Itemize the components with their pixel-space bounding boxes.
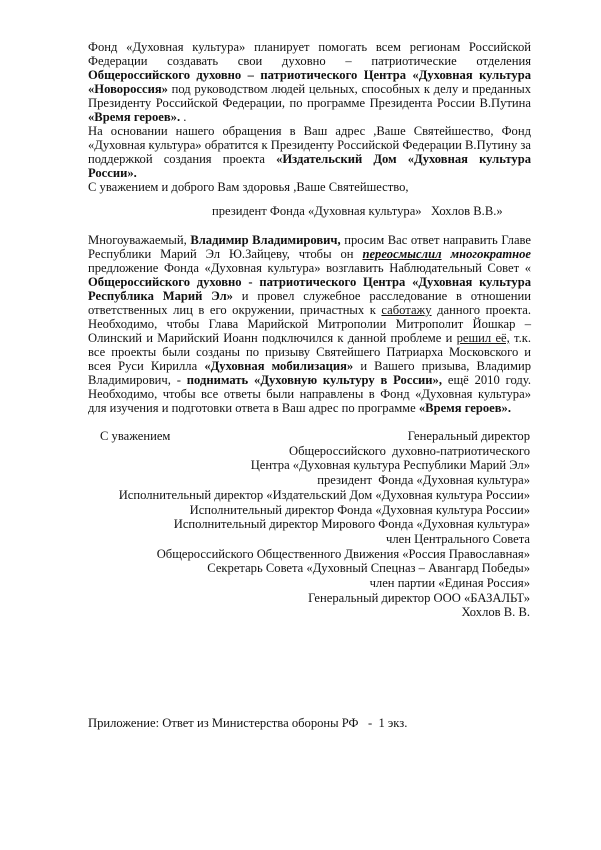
signature-line: Исполнительный директор Мирового Фонда «Духовная культура»: [173, 517, 530, 532]
signature-line: член партии «Единая Россия»: [369, 576, 530, 591]
signoff: президент Фонда «Духовная культура» Хохлов В.В.»: [212, 204, 503, 218]
signature-line: член Центрального Совета: [386, 531, 530, 546]
text: под руководством людей цельных, способных к делу и преданных Президенту Российской Федерации, по программе Президента России В.Путина: [88, 82, 531, 110]
text: и Вашего призыва, Владимир Владимирович, -: [88, 359, 531, 387]
bold-text: Общероссийского духовно - патриотического Центра «Духовная культура Республика Марий Эл»: [88, 275, 531, 303]
bold-italic-underlined-text: переосмыслил: [362, 247, 442, 261]
greeting: С уважением и доброго Вам здоровья ,Ваше Святейшество,: [88, 180, 409, 194]
bold-text: «Время героев».: [418, 401, 511, 415]
bold-italic-text: многократное: [450, 247, 532, 261]
text: т.к. все проекты были созданы по призыву Святейшего Патриарха Московского и всея Руси Кирилла: [88, 331, 531, 373]
underlined-text: решил её,: [456, 331, 510, 345]
signature-line: Общероссийского Общественного Движения «Россия Православная»: [156, 546, 530, 561]
signature-line: Секретарь Совета «Духовный Спецназ – Авангард Победы»: [207, 561, 530, 576]
signature-closing: С уважением: [100, 429, 171, 443]
text: данного проекта. Необходимо, чтобы Глава Марийской Митрополии Митрополит Йошкар – Олинский и Марийский Иоанн подключился к данной проблеме и: [88, 303, 531, 345]
signature-line: Исполнительный директор «Издательский Дом «Духовная культура России»: [118, 487, 530, 502]
paragraph-request: [88, 124, 531, 180]
text: ещё 2010 году. Необходимо, чтобы все ответы были направлены в Фонд «Духовная культура» для изучения и подготовки ответа в Ваш адрес по программе: [88, 373, 531, 415]
bold-text: «Издательский Дом «Духовная культура России».: [88, 152, 531, 180]
bold-text: «Время героев».: [88, 110, 181, 124]
bold-text: поднимать «Духовную культуру в России»,: [186, 373, 442, 387]
paragraph-intro: [88, 40, 531, 124]
bold-text: «Духовная мобилизация»: [204, 359, 354, 373]
text: Многоуважаемый,: [88, 233, 191, 247]
signature-line: Центра «Духовная культура Республики Марий Эл»: [250, 458, 530, 473]
signature-name: Хохлов В. В.: [461, 605, 530, 620]
signature-line: Генеральный директор: [407, 429, 530, 443]
letter-body: [88, 0, 531, 730]
signature-block: [100, 429, 530, 620]
text: Фонд «Духовная культура» планирует помогать всем регионам Российской Федерации создавать свои духовно – патриотические отделения: [88, 40, 531, 68]
attachment-note: Приложение: Ответ из Министерства обороны РФ - 1 экз.: [88, 716, 408, 731]
text: просим Вас ответ направить Главе Республики Марий Эл Ю.Зайцеву, чтобы он: [88, 233, 531, 261]
text: .: [180, 110, 187, 124]
paragraph-main: [88, 233, 531, 415]
text: предложение Фонда «Духовная культура» возглавить Наблюдательный Совет «: [88, 261, 531, 275]
text: На основании нашего обращения в Ваш адрес ,Ваше Святейшество, Фонд «Духовная культура» обратится к Президенту Российской Федерации В.Путину за поддержкой создания проекта: [88, 124, 531, 166]
signature-line: Генеральный директор ООО «БАЗАЛЬТ»: [308, 590, 530, 605]
bold-text: Общероссийского духовно – патриотического Центра «Духовная культура «Новороссия»: [88, 68, 531, 96]
text: и провел служебное расследование в отношении ответственных лиц в его окружении, причастных к: [88, 289, 531, 317]
signature-line: Общероссийского духовно-патриотического: [289, 443, 530, 458]
bold-text: Владимир Владимирович,: [190, 233, 341, 247]
underlined-text: саботажу: [381, 303, 432, 317]
signature-line: президент Фонда «Духовная культура»: [317, 473, 530, 488]
signature-first-row: [100, 429, 530, 444]
signature-line: Исполнительный директор Фонда «Духовная культура России»: [189, 502, 530, 517]
